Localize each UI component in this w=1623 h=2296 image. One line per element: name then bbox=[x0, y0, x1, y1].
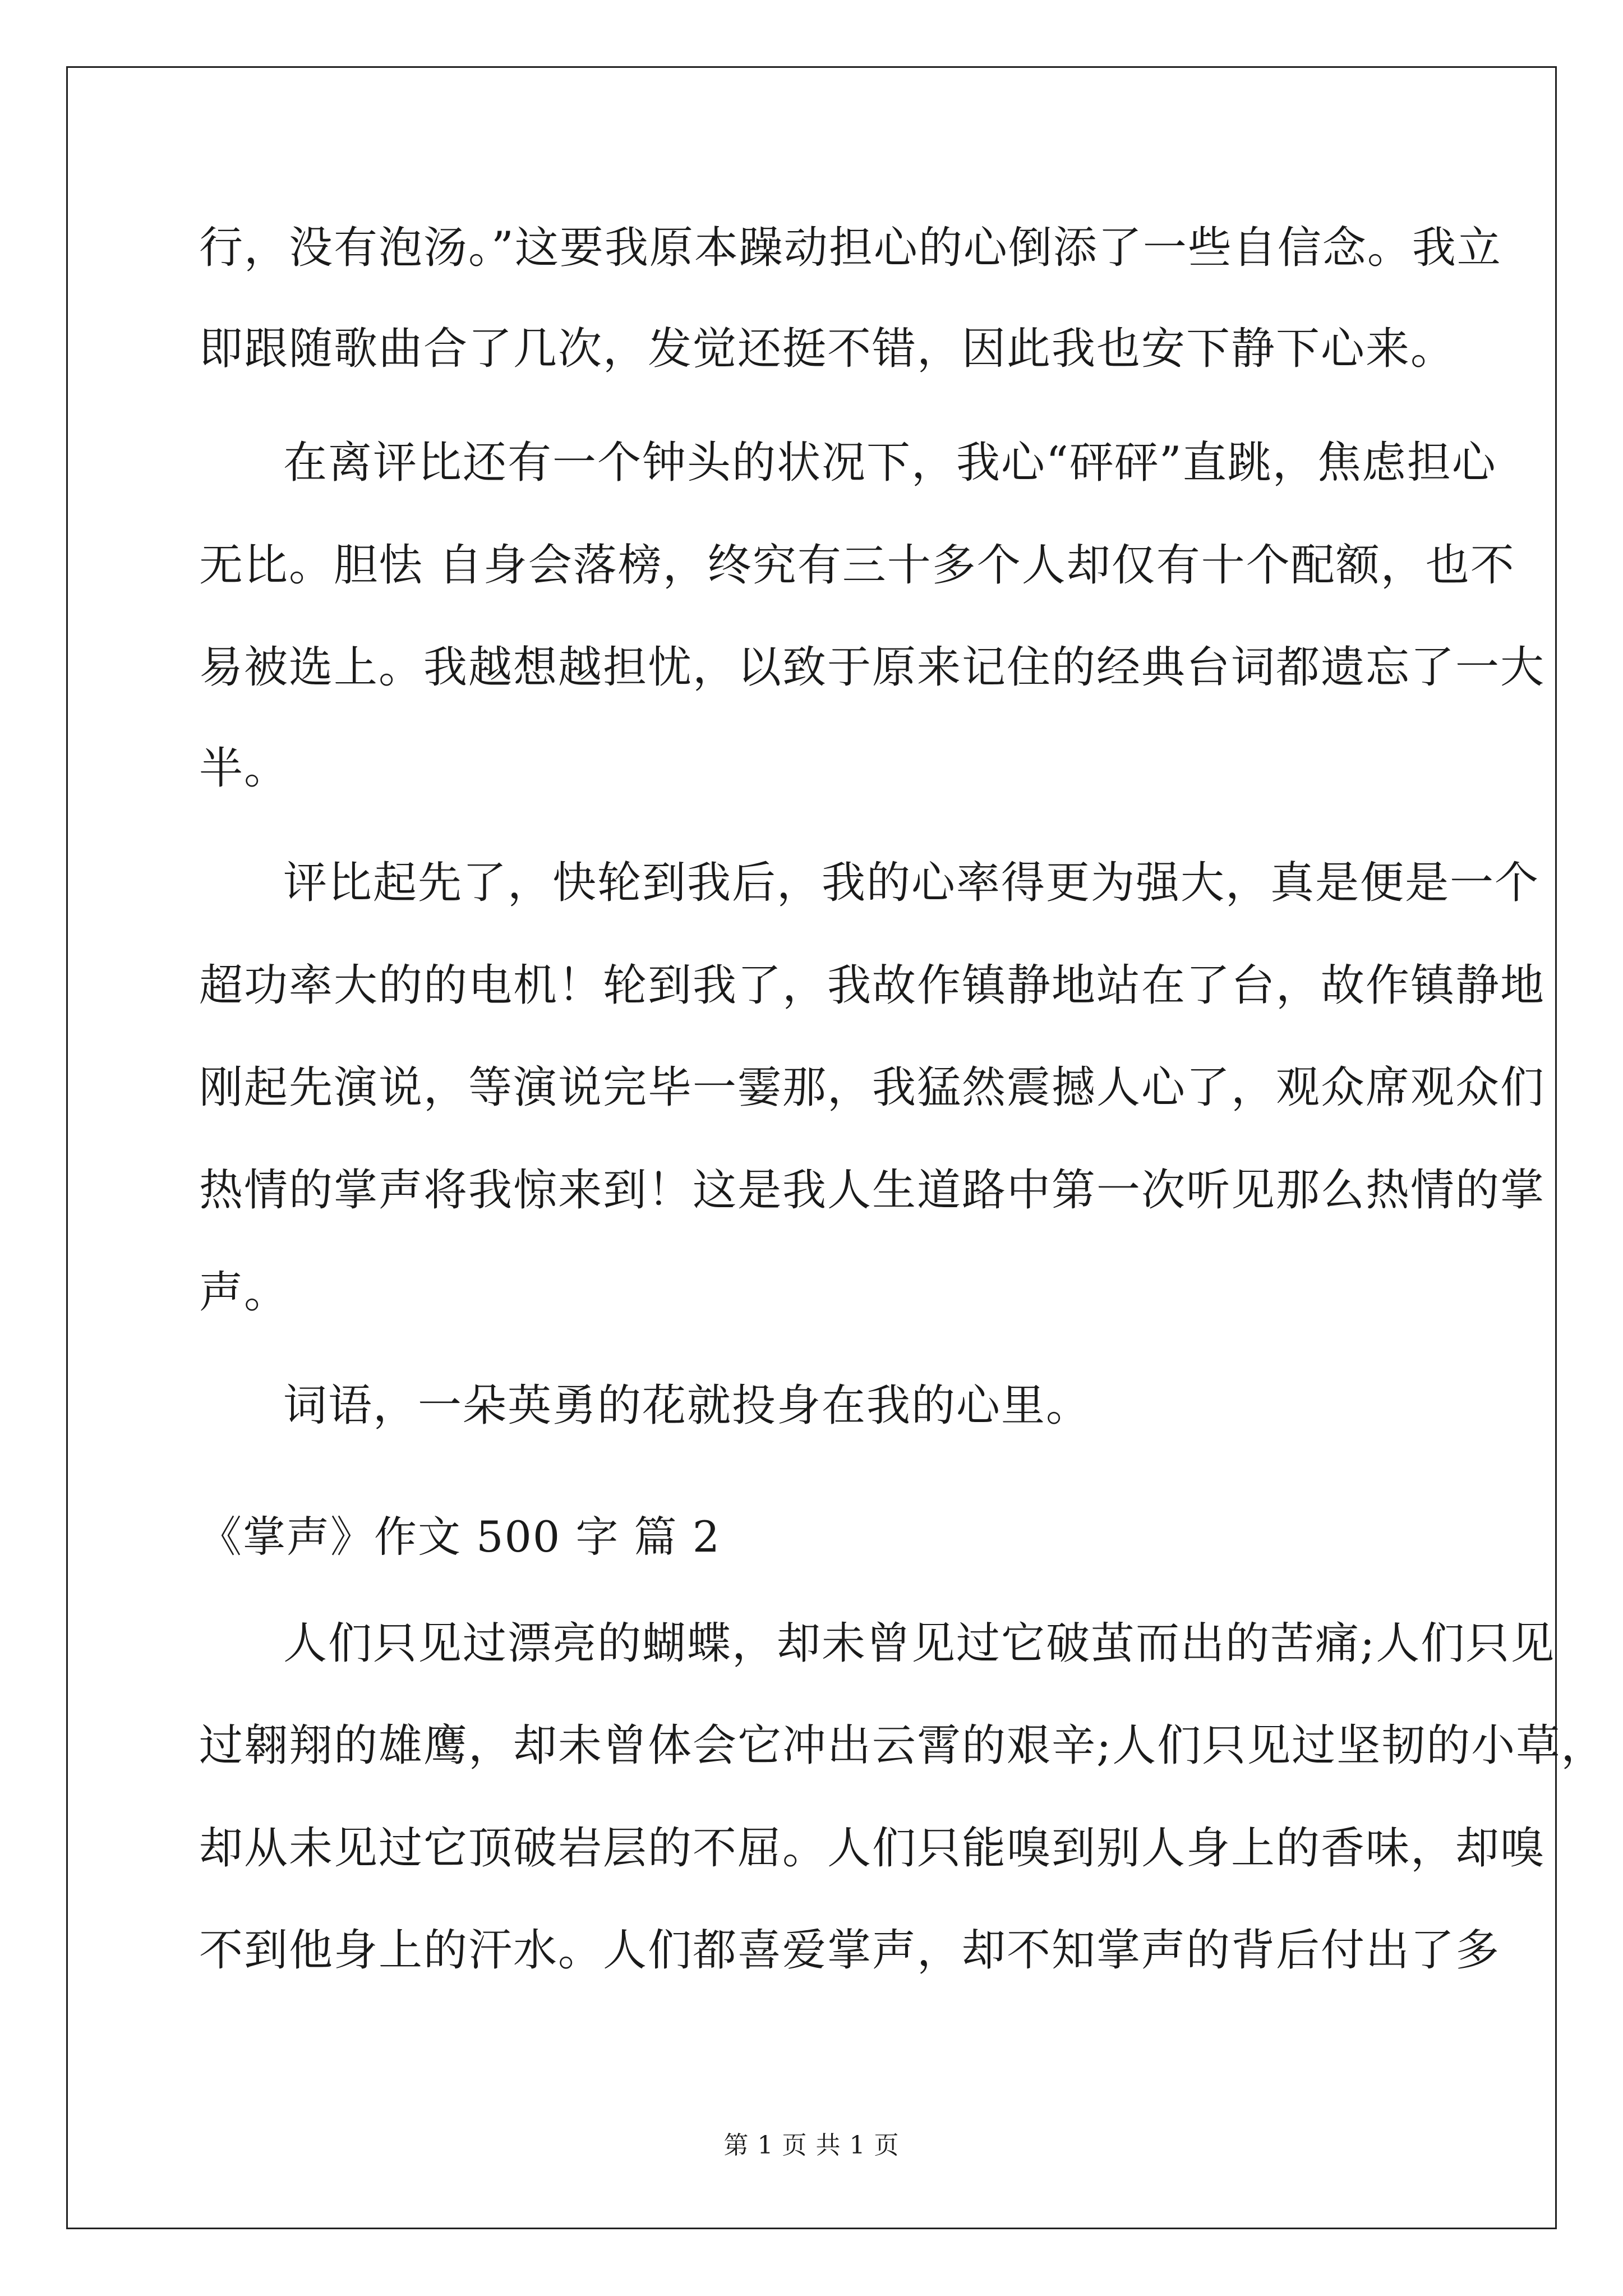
text-line-10: 热情的掌声将我惊来到！这是我人生道路中第一次听见那么热情的掌 bbox=[199, 1165, 1546, 1216]
text-line-8: 超功率大的的电机！轮到我了，我故作镇静地站在了台，故作镇静地 bbox=[199, 960, 1546, 1011]
text-line-13: 人们只见过漂亮的蝴蝶，却未曾见过它破茧而出的苦痛;人们只见 bbox=[283, 1618, 1556, 1669]
text-line-6: 半。 bbox=[199, 743, 289, 794]
text-line-1: 行，没有泡汤。”这要我原本躁动担心的心倒添了一些自信念。我立 bbox=[199, 223, 1502, 273]
text-line-14: 过翱翔的雄鹰，却未曾体会它冲出云霄的艰辛;人们只见过坚韧的小草， bbox=[199, 1720, 1606, 1771]
section-heading: 《掌声》作文 500 字 篇 2 bbox=[199, 1512, 721, 1562]
text-line-3: 在离评比还有一个钟头的状况下，我心“砰砰”直跳，焦虑担心 bbox=[283, 438, 1497, 488]
text-line-9: 刚起先演说，等演说完毕一霎那，我猛然震撼人心了，观众席观众们 bbox=[199, 1062, 1546, 1113]
text-line-2: 即跟随歌曲合了几次，发觉还挺不错，因此我也安下静下心来。 bbox=[199, 324, 1456, 374]
text-line-11: 声。 bbox=[199, 1267, 289, 1318]
text-line-15: 却从未见过它顶破岩层的不屈。人们只能嗅到别人身上的香味，却嗅 bbox=[199, 1823, 1546, 1874]
text-line-16: 不到他身上的汗水。人们都喜爱掌声，却不知掌声的背后付出了多 bbox=[199, 1925, 1501, 1976]
text-line-5: 易被选上。我越想越担忧，以致于原来记住的经典台词都遗忘了一大 bbox=[199, 642, 1546, 693]
page-border bbox=[66, 66, 1606, 2229]
page-footer: 第 1 页 共 1 页 bbox=[723, 2131, 900, 2160]
text-line-7: 评比起先了，快轮到我后，我的心率得更为强大，真是便是一个 bbox=[283, 858, 1540, 908]
text-line-4: 无比。胆怯 自身会落榜，终究有三十多个人却仅有十个配额，也不 bbox=[199, 540, 1515, 591]
text-line-12: 词语，一朵英勇的花就投身在我的心里。 bbox=[283, 1381, 1091, 1431]
